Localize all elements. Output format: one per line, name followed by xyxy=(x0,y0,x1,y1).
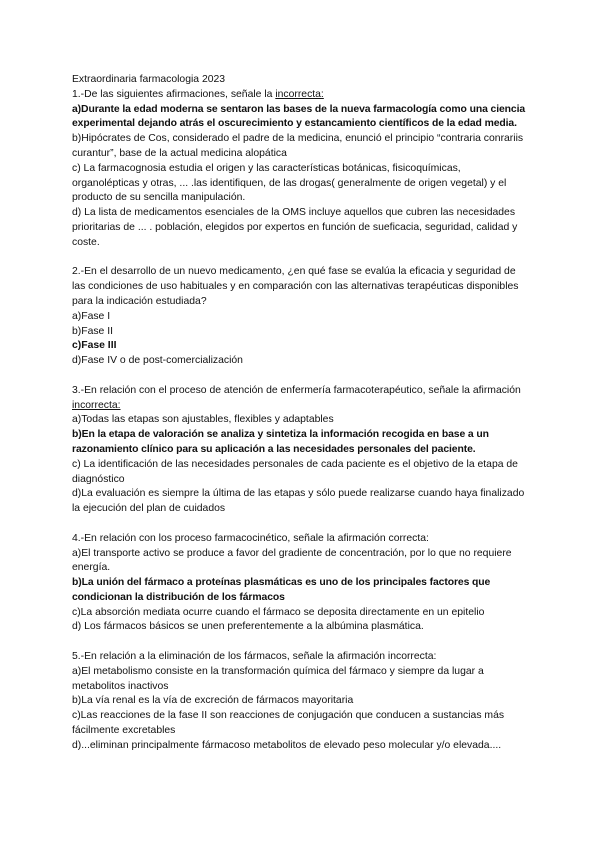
option-correct-answer: b)En la etapa de valoración se analiza y sintetiza la información recogida en base a un razonamiento clínico para su aplicación a las necesidades personales del paciente. xyxy=(72,429,489,455)
option: c)Las reacciones de la fase II son reacciones de conjugación que conducen a sustancias más fácilmente excretables xyxy=(72,710,505,737)
option-correct-answer: c)Fase III xyxy=(72,340,117,352)
option-correct-answer: a)Durante la edad moderna se sentaron las bases de la nueva farmacología como una ciencia experimental dejando atrás el oscurecimiento y estancamiento científicos de la edad media. xyxy=(72,103,526,130)
option-correct-answer: b)La unión del fármaco a proteínas plasmáticas es uno de los principales factores que condicionan la distribución de los fármacos xyxy=(72,577,491,603)
question-stem: 4.-En relación con los proceso farmacocinético, señale la afirmación correcta: xyxy=(72,532,429,544)
document-page xyxy=(72,73,528,754)
option: b)Fase II xyxy=(72,325,113,337)
document-title: Extraordinaria farmacologia 2023 xyxy=(72,74,226,85)
question-stem: 3.-En relación con el proceso de atención de enfermería farmacoterapéutico, señale la afirmación incorrecta: xyxy=(72,384,521,411)
underlined-keyword: incorrecta: xyxy=(275,88,324,100)
question-stem: 5.-En relación a la eliminación de los fármacos, señale la afirmación incorrecta: xyxy=(72,651,437,663)
option: d)...eliminan principalmente fármacoso metabolitos de elevado peso molecular y/o elevada.... xyxy=(72,739,502,751)
option: b)Hipócrates de Cos, considerado el padre de la medicina, enunció el principio “contraria conrariis curantur”, base de la actual medicina alopática xyxy=(72,133,524,159)
spacer xyxy=(72,517,528,532)
question-1 xyxy=(72,88,528,251)
option: c) La identificación de las necesidades personales de cada paciente es el objetivo de la etapa de diagnóstico xyxy=(72,458,518,485)
option: a)El metabolismo consiste en la transformación química del fármaco y siempre da lugar a metabolitos inactivos xyxy=(72,665,484,692)
option: a)Todas las etapas son ajustables, flexibles y adaptables xyxy=(72,414,334,426)
question-3 xyxy=(72,384,528,517)
question-4 xyxy=(72,532,528,636)
option: d) Los fármacos básicos se unen preferentemente a la albúmina plasmática. xyxy=(72,621,424,633)
spacer xyxy=(72,251,528,266)
option: d)Fase IV o de post-comercialización xyxy=(72,355,243,367)
question-2 xyxy=(72,265,528,369)
underlined-keyword: incorrecta: xyxy=(72,399,121,411)
question-stem: 2.-En el desarrollo de un nuevo medicamento, ¿en qué fase se evalúa la eficacia y seguridad de las condiciones de uso habituales y en comparación con las alternativas terapéuticas disponibles para la indicación estudiada? xyxy=(72,266,519,307)
option: a)El transporte activo se produce a favor del gradiente de concentración, por lo que no requiere energía. xyxy=(72,547,512,574)
question-stem: 1.-De las siguientes afirmaciones, señale la incorrecta: xyxy=(72,88,324,100)
option: c) La farmacognosia estudia el origen y las características botánicas, fisicoquímicas, organolépticas y otras, ... .las identifiquen, de las drogas( generalmente de origen vegetal) y el producto de su sencilla manipulación. xyxy=(72,162,507,204)
option: d)La evaluación es siempre la última de las etapas y sólo puede realizarse cuando haya finalizado la ejecución del plan de cuidados xyxy=(72,488,525,515)
option: a)Fase I xyxy=(72,310,111,322)
spacer xyxy=(72,635,528,650)
question-5 xyxy=(72,650,528,754)
option: b)La vía renal es la vía de excreción de fármacos mayoritaria xyxy=(72,695,354,707)
option: d) La lista de medicamentos esenciales de la OMS incluye aquellos que cubren las necesidades prioritarias de ... . población, elegidos por expertos en función de sueficacia, seguridad, calidad y coste. xyxy=(72,207,518,248)
spacer xyxy=(72,369,528,384)
option: c)La absorción mediata ocurre cuando el fármaco se deposita directamente en un epitelio xyxy=(72,606,485,618)
